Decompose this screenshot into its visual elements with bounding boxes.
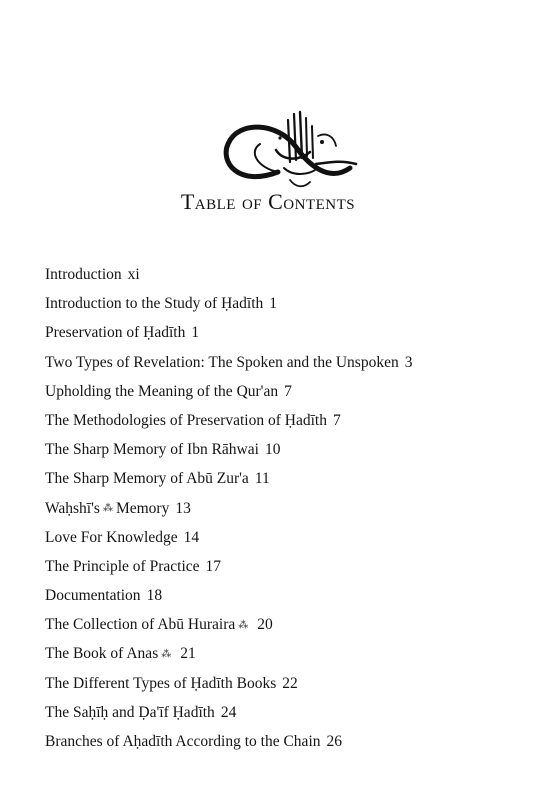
toc-entry-page: 10: [264, 441, 281, 459]
toc-entry-page: 21: [180, 645, 196, 663]
toc-entry-title: The Saḥīḥ and Ḍa'īf Ḥadīth: [45, 703, 215, 721]
toc-entry-two-types-of-revelation[interactable]: [45, 348, 525, 377]
toc-entry-page: 13: [175, 499, 191, 517]
toc-entry-title: The Principle of Practice: [45, 557, 200, 575]
toc-entry-page: 18: [146, 587, 163, 605]
toc-entry-page: 7: [332, 411, 341, 429]
toc-entry-title: Introduction: [45, 266, 122, 283]
toc-entry-sahih-daif[interactable]: [45, 698, 525, 727]
toc-entry-page: 22: [282, 674, 298, 692]
toc-entry-page: 14: [183, 528, 200, 546]
page-title: Table of Contents: [180, 189, 356, 214]
toc-entry-hadith-books[interactable]: [45, 669, 525, 698]
toc-entry-page: 1: [191, 324, 200, 342]
toc-entry-abu-zura[interactable]: [45, 464, 525, 493]
toc-entry-documentation[interactable]: [45, 581, 525, 610]
bismillah-calligraphy-icon: [218, 102, 360, 194]
toc-entry-title-after: Memory: [115, 499, 170, 517]
toc-entry-title: The Sharp Memory of Abū Zur'a: [45, 470, 249, 488]
toc-entry-study-of-hadith[interactable]: [45, 289, 525, 318]
toc-entry-title: The Sharp Memory of Ibn Rāhwai: [45, 441, 259, 459]
toc-entry-title: The Collection of Abū Huraira: [45, 616, 236, 634]
toc-entry-title: The Book of Anas: [45, 645, 159, 663]
honorific-icon: ⁂: [238, 620, 249, 632]
honorific-icon: ⁂: [161, 649, 172, 661]
toc-entry-introduction[interactable]: [45, 260, 525, 289]
toc-entry-branches-of-ahadith[interactable]: [45, 727, 525, 756]
toc-list: [45, 260, 525, 756]
toc-entry-wahshi-memory[interactable]: [45, 494, 525, 523]
toc-entry-page: 1: [269, 295, 278, 313]
toc-entry-page: 20: [257, 616, 273, 634]
toc-entry-book-of-anas[interactable]: [45, 639, 525, 668]
toc-entry-principle-of-practice[interactable]: [45, 552, 525, 581]
toc-entry-title: Documentation: [45, 587, 141, 605]
toc-entry-methodologies[interactable]: [45, 406, 525, 435]
toc-entry-page: 11: [254, 470, 270, 488]
toc-entry-preservation-of-hadith[interactable]: [45, 318, 525, 347]
toc-entry-love-for-knowledge[interactable]: [45, 523, 525, 552]
toc-entry-abu-huraira[interactable]: [45, 610, 525, 639]
toc-entry-title: The Different Types of Ḥadīth Books: [45, 674, 277, 692]
toc-entry-title: Introduction to the Study of Ḥadīth: [45, 295, 264, 313]
toc-entry-page: 26: [326, 733, 342, 750]
toc-entry-title: Waḥshī's: [45, 499, 100, 517]
toc-entry-title: Love For Knowledge: [45, 528, 178, 546]
toc-entry-page: 17: [205, 557, 222, 575]
toc-entry-page: 24: [220, 703, 237, 721]
toc-entry-upholding-meaning[interactable]: [45, 377, 525, 406]
toc-entry-title: Preservation of Ḥadīth: [45, 324, 186, 342]
toc-entry-ibn-rahwai[interactable]: [45, 435, 525, 464]
toc-entry-page: 7: [284, 382, 292, 400]
toc-entry-page: 3: [404, 353, 413, 371]
toc-entry-title: Upholding the Meaning of the Qur'an: [45, 382, 279, 400]
honorific-icon: ⁂: [102, 503, 113, 515]
toc-entry-title: Branches of Aḥadīth According to the Chain: [45, 733, 321, 750]
toc-entry-page: xi: [127, 266, 140, 283]
toc-entry-title: The Methodologies of Preservation of Ḥadīth: [45, 411, 327, 429]
toc-entry-title: Two Types of Revelation: The Spoken and the Unspoken: [45, 353, 399, 371]
